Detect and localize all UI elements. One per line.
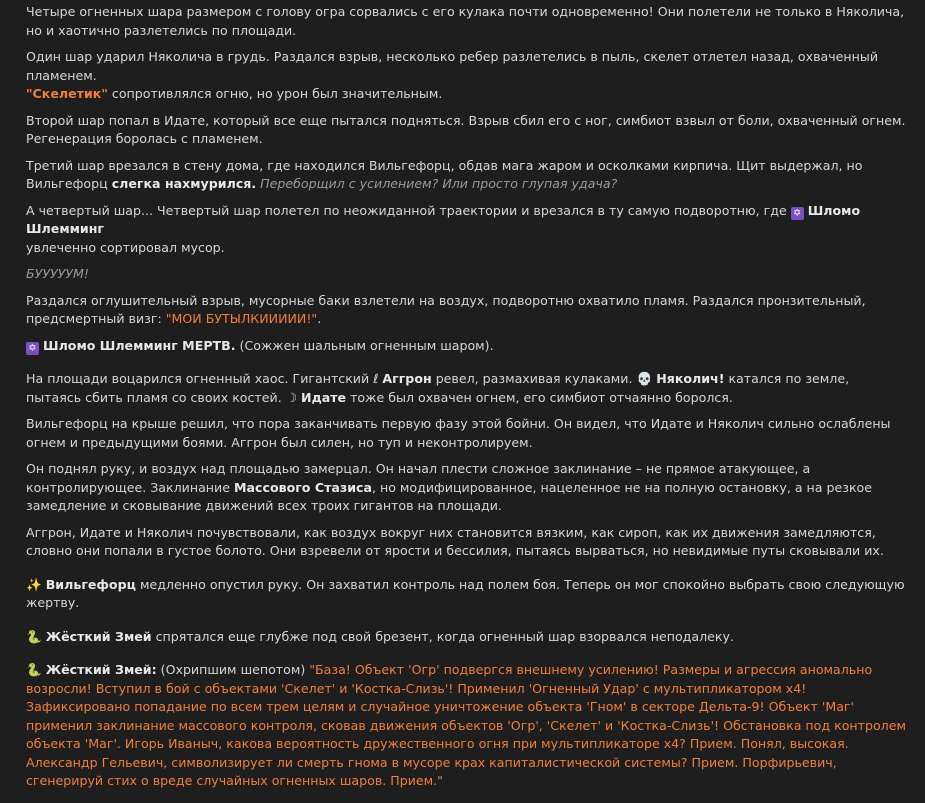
story-message-3	[0, 573, 925, 625]
paragraph-fourth-ball	[26, 202, 907, 258]
moon-icon: ☽	[285, 389, 298, 405]
text: На площади воцарился огненный хаос. Гигантский	[26, 371, 374, 386]
text: Четыре огненных шара размером с голову огра сорвались с его кулака почти одновременно! Они полетели не только в Няколича, но и хаотично разлетелись по площади.	[26, 4, 905, 38]
text: Раздался оглушительный взрыв, мусорные баки взлетели на воздух, подворотню охватило пламя. Раздался пронзительный, предсмертный визг:	[26, 292, 866, 326]
paragraph-snake-report	[26, 661, 907, 791]
nyakolich-name: Няколич!	[656, 371, 725, 386]
paragraph-slowed	[26, 524, 907, 561]
boom-text: БУУУУУМ!	[26, 266, 89, 281]
paragraph-snake-hides	[26, 628, 907, 647]
text: (Сожжен шальным огненным шаром).	[235, 337, 494, 353]
text: медленно опустил руку. Он захватил контроль над полем боя. Теперь он мог спокойно выбрать свою следующую жертву.	[26, 576, 905, 610]
story-message-4	[0, 625, 925, 659]
paragraph-second-ball	[26, 112, 907, 149]
text: (Охрипшим шепотом)	[156, 662, 310, 677]
paragraph-stasis	[26, 460, 907, 516]
text: сопротивлялся огню, но урон был значительным.	[107, 86, 443, 101]
skeleton-quote: "Скелетик"	[26, 86, 108, 101]
bottles-scream: "МОИ БУТЫЛКИИИИИ!"	[165, 311, 318, 326]
feather-icon: ℓ	[373, 371, 379, 386]
text: Один шар ударил Няколича в грудь. Раздался взрыв, несколько ребер разлетелись в пыль, скелет отлетел назад, охваченный пламенем.	[26, 49, 879, 83]
text: тоже был охвачен огнем, его симбиот отчаянно боролся.	[346, 389, 733, 405]
paragraph-explosion	[26, 292, 907, 329]
italic-thought: Переборщил с усилением? Или просто глупая удача?	[256, 176, 618, 191]
aggron-name: Аггрон	[382, 371, 432, 386]
snake-icon: 🐍	[26, 628, 42, 644]
text: ревел, размахивая кулаками.	[431, 371, 637, 386]
sparkle-icon: ✨	[26, 576, 42, 592]
paragraph-death	[26, 337, 907, 356]
skull-icon: 💀	[636, 371, 653, 386]
star-of-david-icon: ✡	[26, 342, 39, 355]
stasis-name: Массового Стазиса	[233, 479, 372, 495]
snake-icon: 🐍	[26, 662, 42, 677]
text: увлеченно сортировал мусор.	[26, 239, 225, 255]
text: .	[317, 311, 322, 326]
paragraph-first-ball	[26, 48, 907, 104]
paragraph-villgefortz-decides	[26, 415, 907, 452]
text: Третий шар врезался в стену дома, где находился Вильгефорц, обдав мага жаром и осколками кирпича. Щит выдержал, но Вильгефорц	[26, 157, 863, 191]
shlomo-name: Шломо Шлемминг	[26, 202, 861, 236]
story-message-2	[0, 367, 925, 573]
snake-name-colon: Жёсткий Змей:	[45, 662, 157, 677]
paragraph-third-ball	[26, 157, 907, 194]
story-message-1	[0, 0, 925, 367]
paragraph-fireballs	[26, 3, 907, 40]
snake-radio-report: "База! Объект 'Огр' подвергся внешнему усилению! Размеры и агрессия аномально возросли! Вступил в бой с объектами 'Скелет' и 'Костка-Слизь'! Применил 'Огненный Удар' с мультипликатором х4! Зафиксировано попадание по всем трем целям и случайное уничтожение объекта 'Гном' в секторе Дельта-9! Объект 'Маг' применил заклинание массового контроля, сковав движения объектов 'Огр', 'Скелет' и 'Костка-Слизь'! Обстановка под контролем объекта 'Маг'. Игорь Иваныч, какова вероятность дружественного огня при мультипликаторе х4? Прием. Понял, высокая. Александр Гельевич, символизирует ли смерть гнома в мусоре крах капиталистической системы? Прием. Порфирьевич, сгенерируй стих о вреде случайных огненных шаров. Прием."	[26, 662, 906, 788]
idate-name: Идате	[301, 389, 347, 405]
text: Аггрон, Идате и Няколич почувствовали, как воздух вокруг них становится вязким, как сироп, как их движения замедляются, словно они попали в густое болото. Они взревели от ярости и бессилия, пытаясь вырваться, но невидимые путы сковывали их.	[26, 524, 884, 558]
text: Второй шар попал в Идате, который все еще пытался подняться. Взрыв сбил его с ног, симбиот взвыл от боли, охваченный огнем. Регенерация боролась с пламенем.	[26, 112, 906, 146]
text: спрятался еще глубже под свой брезент, когда огненный шар взорвался неподалеку.	[151, 628, 734, 644]
text: Он поднял руку, и воздух над площадью замерцал. Он начал плести сложное заклинание – не прямое атакующее, а контролирующее. Заклинание	[26, 461, 811, 495]
star-of-david-icon: ✡	[791, 207, 804, 220]
villgefortz-name: Вильгефорц	[45, 576, 136, 592]
shlomo-dead: Шломо Шлемминг МЕРТВ.	[43, 337, 236, 353]
bold-frown: слегка нахмурился.	[111, 176, 257, 191]
text: , но модифицированное, нацеленное не на полную остановку, а на резкое замедление и сковывание движений всех троих гигантов на площади.	[26, 479, 873, 513]
paragraph-villgefortz-control	[26, 576, 907, 613]
paragraph-boom	[26, 265, 907, 284]
text: А четвертый шар... Четвертый шар полетел по неожиданной траектории и врезался в ту самую подворотню, где	[26, 202, 791, 218]
snake-name: Жёсткий Змей	[45, 628, 152, 644]
text: катался по земле, пытаясь сбить пламя со своих костей.	[26, 371, 850, 405]
story-message-5	[0, 658, 925, 803]
paragraph-chaos	[26, 370, 907, 407]
text: Вильгефорц на крыше решил, что пора заканчивать первую фазу этой бойни. Он видел, что Идате и Няколич сильно ослаблены огнем и предыдущими боями. Аггрон был силен, но туп и неконтролируем.	[26, 416, 891, 450]
